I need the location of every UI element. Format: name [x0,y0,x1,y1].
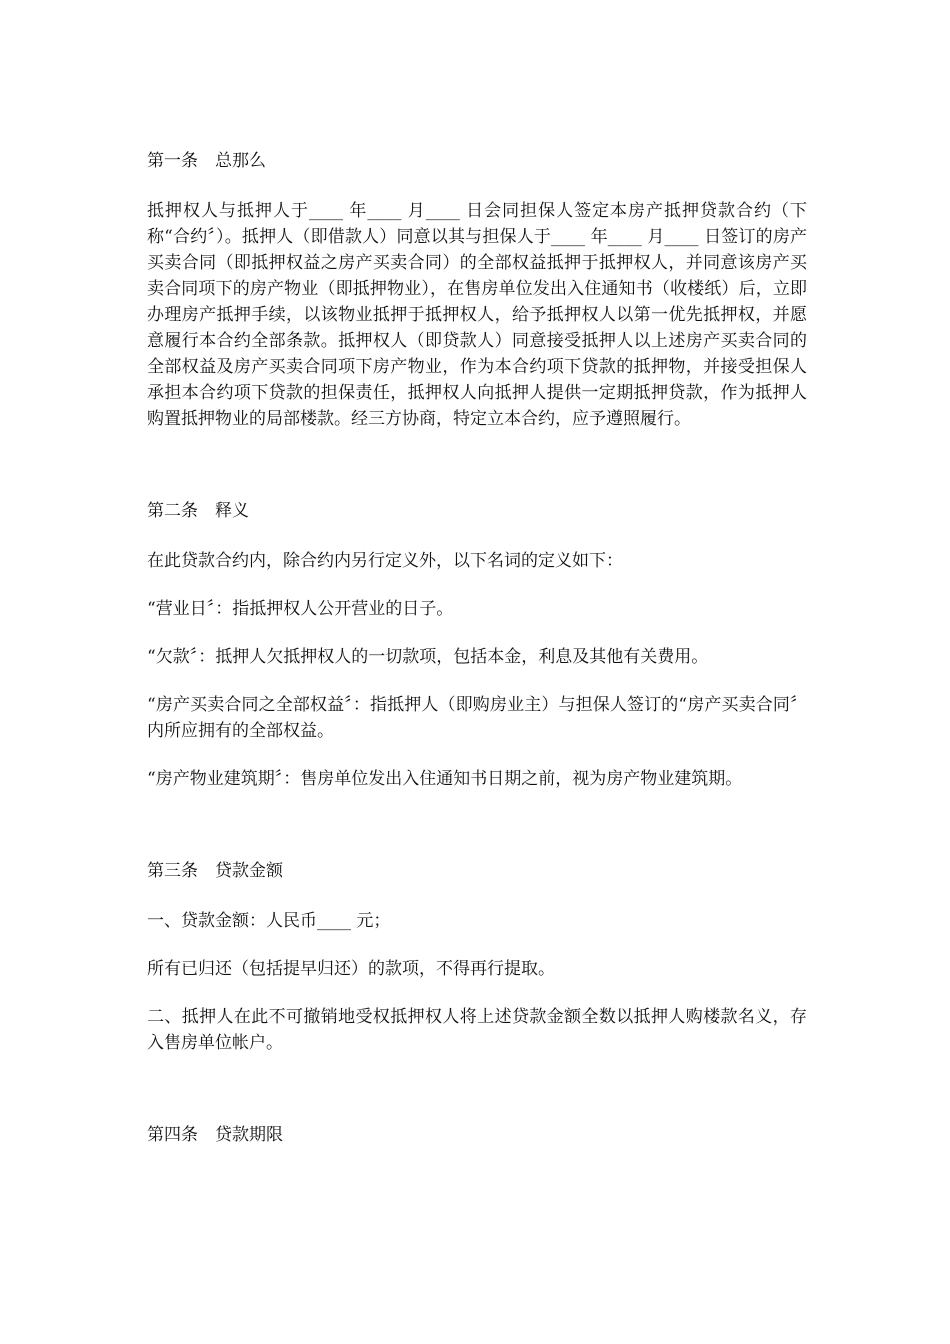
article-2-paragraph-4: “房产买卖合同之全部权益〞：指抵押人（即购房业主）与担保人签订的“房产买卖合同〞内所应拥有的全部权益。 [147,695,807,741]
article-2 [147,498,807,792]
article-1-paragraph-1: 抵押权人与抵押人于____ 年____ 月____ 日会同担保人签定本房产抵押贷款合约（下称“合约〞）。抵押人（即借款人）同意以其与担保人于____ 年____ 月____ 日签订的房产买卖合同（即抵押权益之房产买卖合同）的全部权益抵押于抵押权人，并同意该房产买卖合同项下的房产物业（即抵押物业），在售房单位发出入住通知书（收楼纸）后，立即办理房产抵押手续，以该物业抵押于抵押权人，给予抵押权人以第一优先抵押权，并愿意履行本合约全部条款。抵押权人（即贷款人）同意接受抵押人以上述房产买卖合同的全部权益及房产买卖合同项下房产物业，作为本合约项下贷款的抵押物，并接受担保人承担本合约项下贷款的担保责任，抵押权人向抵押人提供一定期抵押贷款，作为抵押人购置抵押物业的局部楼款。经三方协商，特定立本合约，应予遵照履行。 [147,201,807,429]
article-3-paragraph-1: 一、贷款金额：人民币____ 元； [147,911,391,931]
article-1 [147,148,807,432]
article-2-paragraph-5: “房产物业建筑期〞：售房单位发出入住通知书日期之前，视为房产物业建筑期。 [147,769,743,789]
article-2-heading: 第二条 释义 [147,501,249,521]
article-2-paragraph-2: “营业日〞：指抵押权人公开营业的日子。 [147,599,454,619]
article-3-paragraph-2: 所有已归还（包括提早归还）的款项，不得再行提取。 [147,959,555,979]
article-3 [147,858,807,1056]
article-2-paragraph-1: 在此贷款合约内，除合约内另行定义外，以下名词的定义如下： [147,551,623,571]
article-1-heading: 第一条 总那么 [147,151,266,171]
article-2-paragraph-3: “欠款〞：抵押人欠抵押权人的一切款项，包括本金，利息及其他有关费用。 [147,647,709,667]
article-4 [147,1122,807,1148]
article-3-heading: 第三条 贷款金额 [147,861,283,881]
article-4-heading: 第四条 贷款期限 [147,1125,283,1145]
article-3-paragraph-3: 二、抵押人在此不可撤销地受权抵押权人将上述贷款金额全数以抵押人购楼款名义，存入售房单位帐户。 [147,1007,807,1053]
document-page [147,148,807,1148]
